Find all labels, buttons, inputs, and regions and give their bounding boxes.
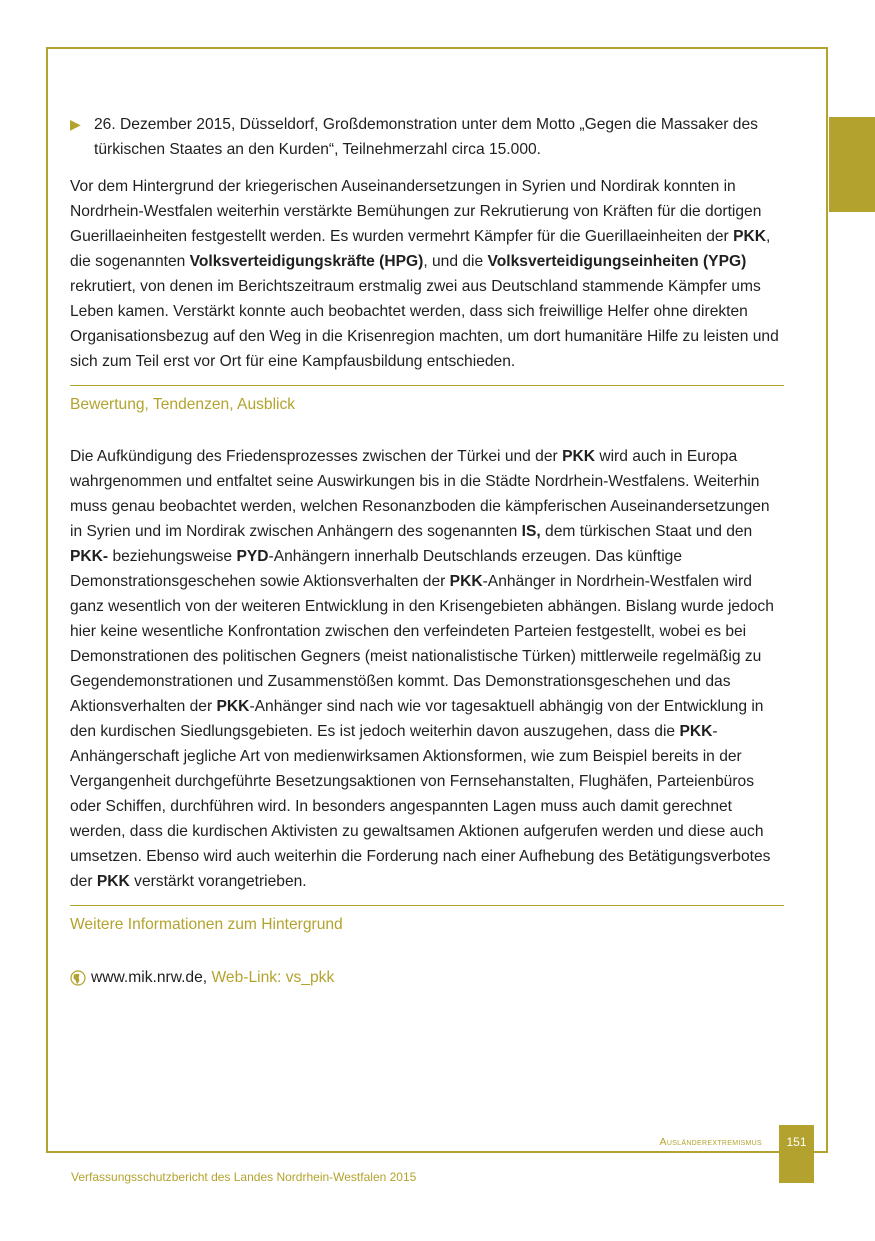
event-bullet-text: 26. Dezember 2015, Düsseldorf, Großdemonstration unter dem Motto „Gegen die Massaker des türkischen Staates an den Kurden“, Teilnehmerzahl circa 15.000. (94, 116, 758, 158)
bold-term: Volksverteidigungskräfte (HPG) (189, 253, 424, 270)
text-run: rekrutiert, von denen im Berichtszeitraum erstmalig zwei aus Deutschland stammende Kämpfer ums Leben kamen. Verstärkt konnte auch beobachtet werden, dass sich freiwillige Helfer ohne direkten Organisationsbezug auf den Weg in die Krisenregion machten, um dort humanitäre Hilfe zu leisten und sich zum Teil erst vor Ort für eine Kampfausbildung entschieden. (70, 278, 779, 370)
text-run: -Anhängern innerhalb Deutschlands erzeugen. Das künftige Demonstrationsgeschehen sowie Aktionsverhalten der (70, 548, 683, 590)
text-run: verstärkt vorangetrieben. (129, 873, 307, 890)
text-run: -Anhänger in Nordrhein-Westfalen wird ganz wesentlich von der weiteren Entwicklung in den Krisengebieten abhängen. Bislang wurde jedoch hier keine wesentliche Konfrontation zwischen den verfeindeten Parteien festgestellt, wobei es bei Demonstrationen des politischen Gegners (meist nationalistische Türken) mittlerweile regelmäßig zu Gegendemonstrationen und Zusammenstößen kommt. Das Demonstrationsgeschehen und das Aktionsverhalten der (70, 573, 774, 715)
bold-term: PYD (236, 548, 269, 565)
chapter-tab (829, 117, 875, 212)
text-run: wird auch in Europa wahrgenommen und entfaltet seine Auswirkungen bis in die Städte Nordrhein-Westfalens. Weiterhin muss genau beobachtet werden, welchen Resonanzboden die kämpferischen Auseinandersetzungen in Syrien und im Nordirak zwischen Anhängern des sogenannten (70, 448, 770, 540)
text-run: dem türkischen Staat und den (540, 523, 753, 540)
body-paragraph-1 (70, 174, 784, 374)
text-run: beziehungsweise (108, 548, 237, 565)
text-run: Vor dem Hintergrund der kriegerischen Auseinandersetzungen in Syrien und Nordirak konnten in Nordrhein-Westfalen weiterhin verstärkte Bemühungen zur Rekrutierung von Kräften für die dortigen Guerillaeinheiten festgestellt werden. Es wurden vermehrt Kämpfer für die Guerillaeinheiten der (70, 178, 762, 245)
text-run: -Anhängerschaft jegliche Art von medienwirksamen Aktionsformen, wie zum Beispiel bereits in der Vergangenheit durchgeführte Besetzungsaktionen von Fernsehanstalten, Flughäfen, Parteienbüros oder Schiffen, durchführen wird. In besonders angespannten Lagen muss auch damit gerechnet werden, dass die kurdischen Aktivisten zu gewaltsamen Aktionen aufgerufen werden und diese auch umsetzen. Ebenso wird auch weiterhin die Forderung nach einer Aufhebung des Betätigungsverbotes der (70, 723, 771, 890)
bold-term: PKK (733, 228, 767, 245)
publication-footer: Verfassungsschutzbericht des Landes Nordrhein-Westfalen 2015 (71, 1170, 417, 1184)
main-content (70, 112, 784, 990)
section-heading-background: Weitere Informationen zum Hintergrund (70, 916, 343, 933)
bold-term: PKK (96, 873, 130, 890)
text-run: , und die (423, 253, 488, 270)
text-run: , die sogenannten (70, 228, 771, 270)
section-divider (70, 385, 784, 386)
triangle-bullet-icon: ▶ (70, 116, 81, 132)
running-section-title: Ausländerextremismus (659, 1136, 762, 1148)
body-paragraph-2 (70, 444, 784, 894)
web-link-line (70, 965, 784, 990)
bold-term: Volksverteidigungseinheiten (YPG) (487, 253, 747, 270)
bold-term: IS, (521, 523, 541, 540)
bold-term: PKK (562, 448, 595, 465)
link-separator: , (202, 969, 212, 986)
event-bullet-item (70, 112, 784, 162)
web-link-label[interactable]: Web-Link: vs_pkk (211, 969, 335, 986)
section-heading-assessment: Bewertung, Tendenzen, Ausblick (70, 396, 296, 413)
bold-term: PKK- (70, 548, 109, 565)
globe-icon (70, 970, 86, 986)
section-divider (70, 905, 784, 906)
text-run: Die Aufkündigung des Friedensprozesses zwischen der Türkei und der (70, 448, 563, 465)
url-link[interactable]: www.mik.nrw.de (91, 969, 203, 986)
bold-term: PKK (679, 723, 713, 740)
text-run: -Anhänger sind nach wie vor tagesaktuell abhängig von der Entwicklung in den kurdischen Siedlungsgebieten. Es ist jedoch weiterhin davon auszugehen, dass die (70, 698, 764, 740)
page-number: 151 (779, 1125, 814, 1183)
bold-term: PKK (216, 698, 250, 715)
bold-term: PKK (449, 573, 483, 590)
